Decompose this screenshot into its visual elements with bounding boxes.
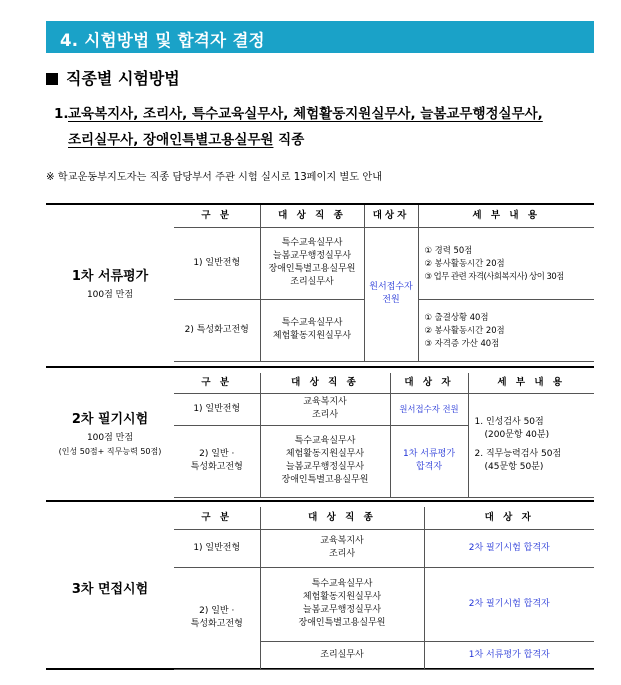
header-jobs: 대 상 직 종 — [260, 507, 424, 529]
item-number: 1. — [54, 106, 69, 122]
job-item: 체험활동지원실무사 — [302, 592, 382, 602]
detail-line: (200문항 40분) — [484, 430, 550, 440]
stage-3-block — [46, 500, 594, 670]
job-item: 늘봄교무행정실무사 — [272, 251, 352, 261]
detail-line: ① 출결상황 40점 — [424, 311, 489, 322]
header-type: 구 분 — [174, 373, 260, 393]
job-item: 교육복지사 — [320, 536, 364, 546]
detail-line: ③ 자격증 가산 40점 — [424, 337, 500, 348]
type-cell: 1) 일반전형 — [174, 529, 260, 567]
section-title-text: 직종별 시험방법 — [66, 69, 180, 88]
square-bullet-icon — [46, 73, 58, 85]
job-item: 늘봄교무행정실무사 — [302, 605, 382, 615]
detail-line: ③ 업무 관련 자격(사회복지사) 상이 30점 — [424, 270, 564, 281]
detail-line: 2. 직무능력검사 50점 — [474, 449, 562, 459]
type-cell — [174, 425, 260, 497]
details-cell — [418, 227, 594, 299]
job-item: 조리사 — [311, 410, 339, 420]
jobs-cell — [260, 529, 424, 567]
target-cell: 1차 서류평가 합격자 — [424, 641, 594, 669]
header-target: 대상자 — [364, 205, 418, 227]
item-line-2 — [68, 127, 304, 153]
stage-2-label — [46, 408, 174, 458]
section-title — [46, 66, 180, 89]
job-item: 장애인특별고용실무원 — [268, 264, 356, 274]
header-target: 대 상 자 — [390, 373, 468, 393]
job-item: 특수교육실무사 — [311, 579, 373, 589]
jobs-cell: 조리실무사 — [260, 641, 424, 669]
stage-3-label — [46, 578, 174, 597]
stage-2-block — [46, 366, 594, 497]
jobs-cell — [260, 227, 364, 299]
stage-1-block — [46, 203, 594, 361]
job-item: 특수교육실무사 — [281, 238, 343, 248]
stage-3-name: 3차 면접시험 — [71, 582, 149, 597]
detail-line: ② 봉사활동시간 20점 — [424, 324, 505, 335]
item-line-2-underlined: 조리실무사, 장애인특별고용실무원 — [68, 132, 274, 148]
stage-1-table — [174, 205, 594, 362]
item-line-2-rest: 직종 — [273, 132, 305, 148]
type-cell: 1) 일반전형 — [174, 227, 260, 299]
job-item: 체험활동지원실무사 — [285, 449, 365, 459]
notice-text: ※ 학교운동부지도자는 직종 담당부서 주관 시험 실시로 13페이지 별도 안내 — [46, 172, 383, 183]
target-cell: 2차 필기시험 합격자 — [424, 529, 594, 567]
job-item: 조리사 — [328, 549, 356, 559]
section-banner: 4. 시험방법 및 합격자 결정 — [46, 21, 594, 53]
target-cell: 2차 필기시험 합격자 — [424, 567, 594, 641]
target-cell — [390, 425, 468, 497]
jobs-cell — [260, 425, 390, 497]
header-jobs: 대 상 직 종 — [260, 205, 364, 227]
header-details: 세 부 내 용 — [418, 205, 594, 227]
job-item: 특수교육실무사 — [281, 318, 343, 328]
type-cell — [174, 567, 260, 669]
job-item: 조리실무사 — [290, 277, 334, 287]
stage-1-sub: 100점 만점 — [86, 290, 134, 300]
stage-2-name: 2차 필기시험 — [71, 412, 149, 427]
type-line: 2) 일반 · — [199, 449, 235, 459]
detail-line: (45문항 50분) — [484, 462, 544, 472]
stage-2-sub — [46, 432, 174, 458]
item-line-1: 교육복지사, 조리사, 특수교육실무사, 체험활동지원실무사, 늘봄교무행정실무사, — [68, 106, 543, 122]
stage-3-table — [174, 507, 594, 670]
type-cell: 1) 일반전형 — [174, 393, 260, 425]
header-type: 구 분 — [174, 507, 260, 529]
header-type: 구 분 — [174, 205, 260, 227]
stage-2-sub-2: (인성 50점+ 직무능력 50점) — [58, 447, 162, 456]
job-item: 장애인특별고용실무원 — [281, 475, 369, 485]
details-cell — [468, 393, 594, 497]
header-target: 대 상 자 — [424, 507, 594, 529]
job-item: 교육복지사 — [303, 397, 347, 407]
target-line: 원서접수자 — [369, 282, 413, 292]
stage-2-sub-1: 100점 만점 — [86, 433, 134, 443]
target-line: 1차 서류평가 — [402, 449, 456, 459]
job-item: 장애인특별고용실무원 — [298, 618, 386, 628]
job-item: 특수교육실무사 — [294, 436, 356, 446]
target-line: 합격자 — [415, 462, 443, 472]
type-line: 2) 일반 · — [199, 606, 235, 616]
target-cell: 원서접수자 전원 — [390, 393, 468, 425]
header-details: 세 부 내 용 — [468, 373, 594, 393]
header-jobs: 대 상 직 종 — [260, 373, 390, 393]
type-line: 특성화고전형 — [190, 462, 243, 472]
detail-line: 1. 인성검사 50점 — [474, 417, 544, 427]
target-cell — [364, 227, 418, 361]
type-line: 특성화고전형 — [190, 619, 243, 629]
stage-1-label — [46, 265, 174, 302]
jobs-cell — [260, 393, 390, 425]
job-item: 늘봄교무행정실무사 — [285, 462, 365, 472]
stage-2-table — [174, 373, 594, 498]
job-item: 체험활동지원실무사 — [272, 331, 352, 341]
stage-1-name: 1차 서류평가 — [71, 269, 149, 284]
target-line: 전원 — [382, 295, 400, 305]
details-cell — [418, 299, 594, 361]
detail-line: ② 봉사활동시간 20점 — [424, 257, 505, 268]
jobs-cell — [260, 567, 424, 641]
detail-line: ① 경력 50점 — [424, 244, 473, 255]
jobs-cell — [260, 299, 364, 361]
type-cell: 2) 특성화고전형 — [174, 299, 260, 361]
